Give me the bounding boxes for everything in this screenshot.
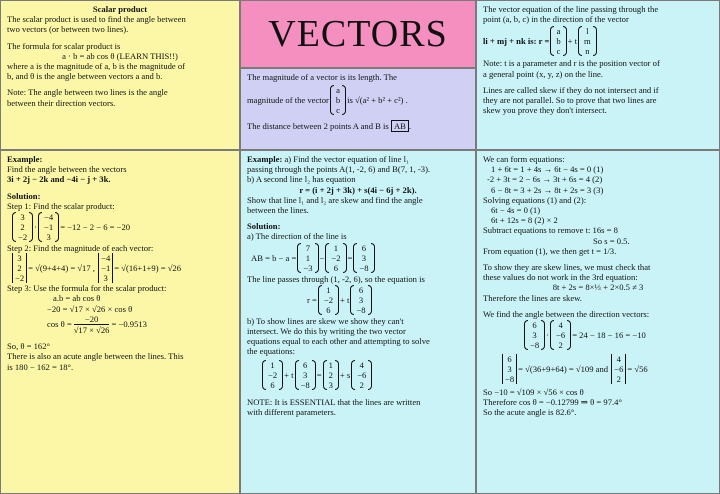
line-eq-formula: li + mj + nk is: r =	[483, 36, 550, 47]
scalar-text: two vectors (or between two lines).	[7, 24, 129, 35]
vector-entry: −1	[44, 222, 54, 233]
equation-line: 6t − 4s = 0 (1)	[491, 205, 541, 216]
equation-line: 6t + 12s = 8 (2) × 2	[491, 215, 558, 226]
title-panel	[240, 0, 476, 68]
fraction-denominator: √17 × √26	[73, 325, 110, 336]
working-text: Therefore cos θ = −0.12799 ⇒ θ = 97.4°	[483, 397, 622, 408]
equation-line: 1 + 6t = 1 + 4s → 6t − 4s = 0 (1)	[491, 164, 604, 175]
distance-ab: AB	[391, 120, 409, 132]
working-panel: We can form equations: 1 + 6t = 1 + 4s → 6t − 4s = 0 (1) -2 + 3t = 2 − 6s → 3t + 6s = 4 (2) 6 − 8t = 3 + 2s → 8t + 2s = 3 (3) Solving equations (1) and (2): 6t − 4s = 0 (1) 6t + 12s = 8 (2) × 2 Subtract equations to remove t: 16s = 8 So s = 0.5. From equation (1), we then get t = 1/3. To show they are skew lines, we must check that these values do not work in the 3rd equation: 8t + 2s = 8×⅓ + 2×0.5 ≠ 3 Therefore the lines are skew. We find the angle between the direction vectors: 6 3 −8 · 4 −6 2 = 24 − 18 − 16 = −10 6 3 −8 = √(36+9+64) = √109 and 4 −6 2 = √56 So −10 = √109 × √56 × cos θ Therefore cos θ = −0.12799 ⇒ θ = 97.4° So the acute angle is 82.6°.	[476, 150, 720, 494]
acute-text: is 180 − 162 = 18°.	[7, 361, 74, 372]
vector-entry: −2	[268, 369, 278, 380]
magnitude-a	[12, 253, 27, 283]
vector-entry: 1	[328, 359, 333, 370]
equals-sign: =	[316, 369, 322, 380]
vector-entry: 3	[20, 212, 25, 223]
distance-text: The distance between 2 points A and B is	[247, 121, 389, 132]
magnitude-panel	[240, 68, 476, 150]
page-title: VECTORS	[268, 13, 448, 55]
vector-entry: 6	[302, 359, 308, 370]
scalar-result: = −12 − 2 − 6 = −20	[60, 221, 131, 232]
abc-vector	[330, 85, 346, 115]
acute-text: There is also an acute angle between the lines. This	[7, 351, 184, 362]
plus-t: + t	[284, 369, 294, 380]
plus-s: + s	[339, 369, 351, 380]
line-eq-note: a general point (x, y, z) on the line.	[483, 68, 603, 79]
vector-entry: a	[336, 85, 340, 96]
direction-vector	[350, 285, 371, 315]
vector-entry: 1	[333, 242, 339, 253]
vector-entry: 6	[358, 284, 364, 295]
vector-entry: 4	[616, 354, 621, 365]
vector-entry: l	[586, 26, 589, 37]
step-2: Step 2: Find the magnitude of each vector:	[7, 243, 154, 254]
plus-t: + t	[567, 36, 578, 47]
vector-entry: c	[336, 105, 340, 116]
vector-entry: 1	[305, 252, 311, 263]
vector-entry: −2	[331, 252, 341, 263]
scalar-heading: Scalar product	[92, 4, 148, 14]
line-eq-text: point (a, b, c) in the direction of the vector	[483, 14, 629, 25]
magnitude-d1-result: = √(36+9+64) = √109 and	[518, 363, 609, 374]
working-text: So −10 = √109 × √56 × cos θ	[483, 387, 584, 398]
vector-entry: 1	[326, 284, 331, 295]
vector-entry: 2	[328, 369, 333, 380]
scalar-product-panel	[0, 0, 240, 150]
direction-vector-1	[524, 320, 545, 350]
magnitude-text: The magnitude of a vector is its length. The	[247, 72, 397, 82]
vector-entry: 3	[46, 232, 51, 243]
formula-line: −20 = √17 × √26 × cos θ	[47, 303, 133, 314]
vector-entry: 3	[507, 364, 512, 375]
vector-entry: 4	[558, 320, 563, 331]
working-text: Therefore the lines are skew.	[483, 292, 582, 303]
example-text: b) A second line l₂ has equation	[247, 174, 356, 185]
vector-entry: b	[335, 95, 341, 106]
vector-entry: −2	[15, 273, 25, 284]
vector-entry: n	[585, 46, 590, 57]
working-text: these values do not work in the 3rd equation:	[483, 272, 638, 283]
working-text: From equation (1), we then get t = 1/3.	[483, 245, 617, 256]
example-text: between the lines.	[247, 205, 309, 216]
vector-entry: 3	[17, 253, 22, 264]
equation-line: 6 − 8t = 3 + 2s → 8t + 2s = 3 (3)	[491, 184, 604, 195]
equation-vector	[295, 360, 316, 390]
working-text: Solving equations (1) and (2):	[483, 194, 587, 205]
scalar-text: where a is the magnitude of a, b is the magnitude of	[7, 61, 186, 72]
point-vector	[550, 26, 566, 56]
vector-entry: 2	[616, 374, 621, 385]
vector-entry: −4	[101, 253, 111, 264]
skew-text: they are not parallel. So to prove that two lines are	[483, 95, 657, 106]
distance-period: .	[408, 121, 412, 132]
magnitude-b	[98, 253, 113, 283]
skew-text: Lines are called skew if they do not intersect and if	[483, 84, 659, 95]
line-l2-equation: r = (i + 2j + 3k) + s(4i − 6j + 2k).	[299, 184, 417, 195]
equation-vector	[351, 360, 372, 390]
direction-vector	[578, 26, 597, 56]
equation-line: -2 + 3t = 2 − 6s → 3t + 6s = 4 (2)	[487, 174, 603, 185]
vector-entry: 4	[359, 359, 364, 370]
dot-result: = 24 − 18 − 16 = −10	[572, 329, 646, 340]
vector-entry: −6	[357, 369, 367, 380]
angle-result: So, θ = 162°	[7, 341, 50, 352]
vector-b	[297, 243, 318, 273]
vector-entry: 6	[333, 262, 339, 273]
magnitude-b-result: = √(16+1+9) = √26	[114, 263, 182, 274]
direction-vector-2	[550, 320, 571, 350]
plus-t: + t	[340, 294, 350, 305]
formula-line: a.b = ab cos θ	[53, 293, 101, 304]
part-b: the equations:	[247, 346, 295, 357]
vector-a	[12, 212, 33, 242]
magnitude-d2	[611, 354, 626, 384]
skew-text: skew you prove they don't intersect.	[483, 105, 607, 116]
part-b: equations equal to each other and attempting to solve	[247, 336, 430, 347]
scalar-formula: a · b = ab cos θ (LEARN THIS!!)	[62, 50, 178, 61]
solution-heading: Solution:	[247, 221, 281, 232]
vector-entry: 2	[558, 340, 563, 351]
example-vectors: 3i + 2j − 2k and −4i − j + 3k.	[7, 174, 111, 185]
check-equation: 8t + 2s = 8×⅓ + 2×0.5 ≠ 3	[552, 282, 644, 293]
working-text: We find the angle between the direction vectors:	[483, 308, 650, 319]
line-equation-panel	[476, 0, 720, 150]
vector-entry: −2	[323, 294, 334, 305]
ab-label: AB = b − a =	[251, 252, 297, 263]
vector-entry: b	[556, 36, 561, 47]
magnitude-text: magnitude of the vector	[247, 95, 329, 106]
point-vector	[318, 285, 339, 315]
vector-entry: 6	[507, 354, 512, 365]
vector-entry: 6	[532, 320, 537, 331]
vector-entry: c	[556, 46, 561, 57]
vector-a	[325, 243, 346, 273]
scalar-note: Note: The angle between two lines is the angle	[7, 87, 168, 98]
line-eq-text: The vector equation of the line passing through the	[483, 4, 659, 14]
step-3: Step 3: Use the formula for the scalar product:	[7, 283, 167, 294]
vector-entry: −3	[303, 262, 313, 273]
vector-entry: −4	[44, 212, 54, 223]
vector-entry: 2	[359, 379, 364, 390]
vector-entry: 6	[326, 304, 331, 315]
part-b: b) To show lines are skew we show they can't	[247, 315, 404, 326]
fraction-numerator: −20	[74, 314, 110, 325]
example-text: Show that line l₁ and l₂ are skew and find the angle	[247, 194, 423, 205]
step-1: Step 1: Find the scalar product:	[7, 200, 115, 211]
equation-vector	[323, 360, 339, 390]
note-text: NOTE: It is ESSENTIAL that the lines are written	[247, 396, 421, 407]
note-text: with different parameters.	[247, 406, 336, 417]
vector-entry: 3	[103, 273, 108, 284]
vector-entry: −6	[556, 330, 566, 341]
example-text: Find the angle between the vectors	[7, 164, 127, 175]
working-text: Subtract equations to remove t: 16s = 8	[483, 225, 618, 236]
vector-entry: 3	[328, 379, 333, 390]
example-text: a) Find the vector equation of line l₁	[284, 154, 409, 164]
vector-entry: 2	[17, 263, 22, 274]
vector-ab	[353, 243, 374, 273]
scalar-text: The scalar product is used to find the angle between	[7, 14, 186, 25]
part-a: a) The direction of the line is	[247, 231, 347, 242]
solution-heading: Solution:	[7, 190, 41, 201]
vector-entry: 2	[20, 222, 25, 233]
vector-entry: −2	[18, 232, 28, 243]
equation-vector	[262, 360, 283, 390]
vector-entry: −8	[505, 374, 515, 385]
working-text: We can form equations:	[483, 154, 565, 164]
scalar-text: The formula for scalar product is	[7, 40, 121, 51]
magnitude-formula: is √(a² + b² + c²) .	[347, 95, 408, 106]
vector-entry: 3	[532, 330, 537, 341]
cos-result: = −0.9513	[111, 319, 147, 330]
vector-entry: 1	[270, 359, 275, 370]
vector-entry: −1	[101, 263, 111, 274]
magnitude-d1	[502, 354, 517, 384]
vector-entry: 6	[270, 379, 275, 390]
vector-entry: 3	[302, 369, 308, 380]
cos-label: cos θ =	[47, 319, 72, 330]
vector-entry: 6	[361, 242, 367, 253]
example-angle-panel: Example: Find the angle between the vectors 3i + 2j − 2k and −4i − j + 3k. Solution: Step 1: Find the scalar product: 3 2 −2 · −4 −1 3 = −12 − 2 − 6 = −20 Step 2: Find the magnitude of each vector: 3 2 −2 = √(9+4+4) = √17 , −4 −1 3 = √(16+1+9) = √26 Step 3: Use the formula for the scalar product: a.b = ab cos θ −20 = √17 × √26 × cos θ cos θ = $\frac{-20}{√17 \times √26}$ = −0.9513 So, θ = 162° There is also an acute angle between the lines. This is 180 − 162 = 18°.	[0, 150, 240, 494]
vector-entry: −8	[359, 262, 369, 273]
example-heading: Example:	[7, 154, 43, 164]
part-b: intersect. We do this by writing the two vector	[247, 326, 406, 337]
vector-entry: −6	[614, 364, 624, 375]
magnitude-d2-result: = √56	[627, 363, 648, 374]
cos-fraction	[74, 314, 110, 335]
vector-entry: −8	[300, 379, 310, 390]
working-text: So s = 0.5.	[593, 235, 630, 246]
vector-entry: 7	[305, 242, 311, 253]
line-eq-note: Note: t is a parameter and r is the position vector of	[483, 58, 660, 69]
scalar-note: between their direction vectors.	[7, 97, 116, 108]
scalar-text: b, and θ is the angle between vectors a and b.	[7, 71, 163, 82]
magnitude-a-result: = √(9+4+4) = √17 ,	[28, 263, 95, 274]
example-text: passing through the points A(1, -2, 6) and B(7, 1, -3).	[247, 164, 431, 175]
vector-entry: 3	[361, 252, 367, 263]
passes-text: The line passes through (1, -2, 6), so the equation is	[247, 273, 425, 284]
vector-entry: m	[584, 36, 591, 47]
vector-b	[38, 212, 59, 242]
working-text: To show they are skew lines, we must check that	[483, 262, 651, 273]
example-heading: Example:	[247, 154, 283, 164]
working-text: So the acute angle is 82.6°.	[483, 407, 577, 418]
vector-entry: −8	[356, 304, 366, 315]
vector-entry: a	[556, 26, 561, 37]
r-label: r =	[307, 294, 317, 305]
example-skew-panel: Example: a) Find the vector equation of line l₁ passing through the points A(1, -2, 6) and B(7, 1, -3). b) A second line l₂ has equation r = (i + 2j + 3k) + s(4i − 6j + 2k). Show that line l₁ and l₂ are skew and find the angle between the lines. Solution: a) The direction of the line is AB = b − a = 7 1 −3 − 1 −2 6 = 6 3 −8 The line passes through (1, -2, 6), so the equation is r = 1 −2 6 + t 6 3 −8 b) To show lines are skew we show they can't intersect. We do this by writing the two vector equations equal to each other and attempting to solve the equations: 1 −2 6 + t 6 3 −8 = 1 2 3 + s 4 −6 2 NOTE: It is ESSENTIAL that the lines are written with different parameters.	[240, 150, 476, 494]
vector-entry: −8	[530, 340, 540, 351]
vector-entry: 3	[358, 294, 364, 305]
